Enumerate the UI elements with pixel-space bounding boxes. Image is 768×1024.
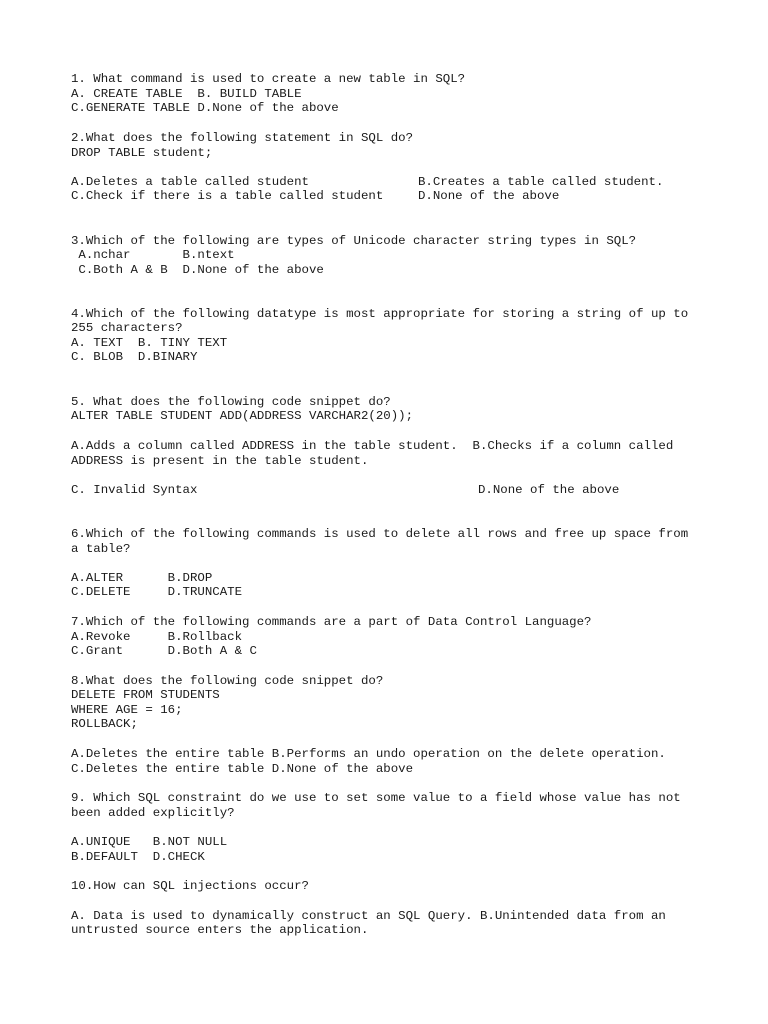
q5-option-b-cont: ADDRESS is present in the table student. — [71, 454, 369, 468]
q5-options-ab: A.Adds a column called ADDRESS in the table student. B.Checks if a column called — [71, 439, 674, 453]
q5-question: 5. What does the following code snippet do? — [71, 395, 391, 409]
q8-code-line2: WHERE AGE = 16; — [71, 703, 183, 717]
q2-option-b: B.Creates a table called student. — [418, 175, 664, 189]
q4-question: 4.Which of the following datatype is most appropriate for storing a string of up to — [71, 307, 689, 321]
q1-options-ab: A. CREATE TABLE B. BUILD TABLE — [71, 87, 302, 101]
q9-question: 9. Which SQL constraint do we use to set some value to a field whose value has not — [71, 791, 681, 805]
q6-options-ab: A.ALTER B.DROP — [71, 571, 213, 585]
q2-question: 2.What does the following statement in SQL do? — [71, 131, 414, 145]
q8-options-cd: C.Deletes the entire table D.None of the above — [71, 762, 414, 776]
q8-options-ab: A.Deletes the entire table B.Performs an undo operation on the delete operation. — [71, 747, 666, 761]
q1-question: 1. What command is used to create a new table in SQL? — [71, 72, 466, 86]
q2-option-d: D.None of the above — [418, 189, 560, 203]
q8-question: 8.What does the following code snippet do? — [71, 674, 384, 688]
q4-options-cd: C. BLOB D.BINARY — [71, 350, 198, 364]
q3-options-ab: A.nchar B.ntext — [71, 248, 235, 262]
q2-code: DROP TABLE student; — [71, 146, 213, 160]
q2-option-c: C.Check if there is a table called student — [71, 189, 384, 203]
q3-question: 3.Which of the following are types of Unicode character string types in SQL? — [71, 234, 637, 248]
q10-question: 10.How can SQL injections occur? — [71, 879, 309, 893]
q9-options-cd: B.DEFAULT D.CHECK — [71, 850, 205, 864]
q2-option-a: A.Deletes a table called student — [71, 175, 309, 189]
q10-option-b-cont: untrusted source enters the application. — [71, 923, 369, 937]
q10-options-ab: A. Data is used to dynamically construct an SQL Query. B.Unintended data from an — [71, 909, 666, 923]
q6-question-cont: a table? — [71, 542, 131, 556]
q6-question: 6.Which of the following commands is used to delete all rows and free up space from — [71, 527, 689, 541]
q5-option-c: C. Invalid Syntax — [71, 483, 198, 497]
q9-options-ab: A.UNIQUE B.NOT NULL — [71, 835, 228, 849]
q6-options-cd: C.DELETE D.TRUNCATE — [71, 585, 243, 599]
q9-question-cont: been added explicitly? — [71, 806, 235, 820]
q5-code: ALTER TABLE STUDENT ADD(ADDRESS VARCHAR2(20)); — [71, 409, 414, 423]
q8-code-line1: DELETE FROM STUDENTS — [71, 688, 220, 702]
q7-options-ab: A.Revoke B.Rollback — [71, 630, 243, 644]
q5-option-d: D.None of the above — [478, 483, 620, 497]
q1-options-cd: C.GENERATE TABLE D.None of the above — [71, 101, 339, 115]
q8-code-line3: ROLLBACK; — [71, 717, 138, 731]
q4-options-ab: A. TEXT B. TINY TEXT — [71, 336, 228, 350]
q3-options-cd: C.Both A & B D.None of the above — [71, 263, 324, 277]
q7-question: 7.Which of the following commands are a part of Data Control Language? — [71, 615, 592, 629]
q7-options-cd: C.Grant D.Both A & C — [71, 644, 257, 658]
q4-question-cont: 255 characters? — [71, 321, 183, 335]
